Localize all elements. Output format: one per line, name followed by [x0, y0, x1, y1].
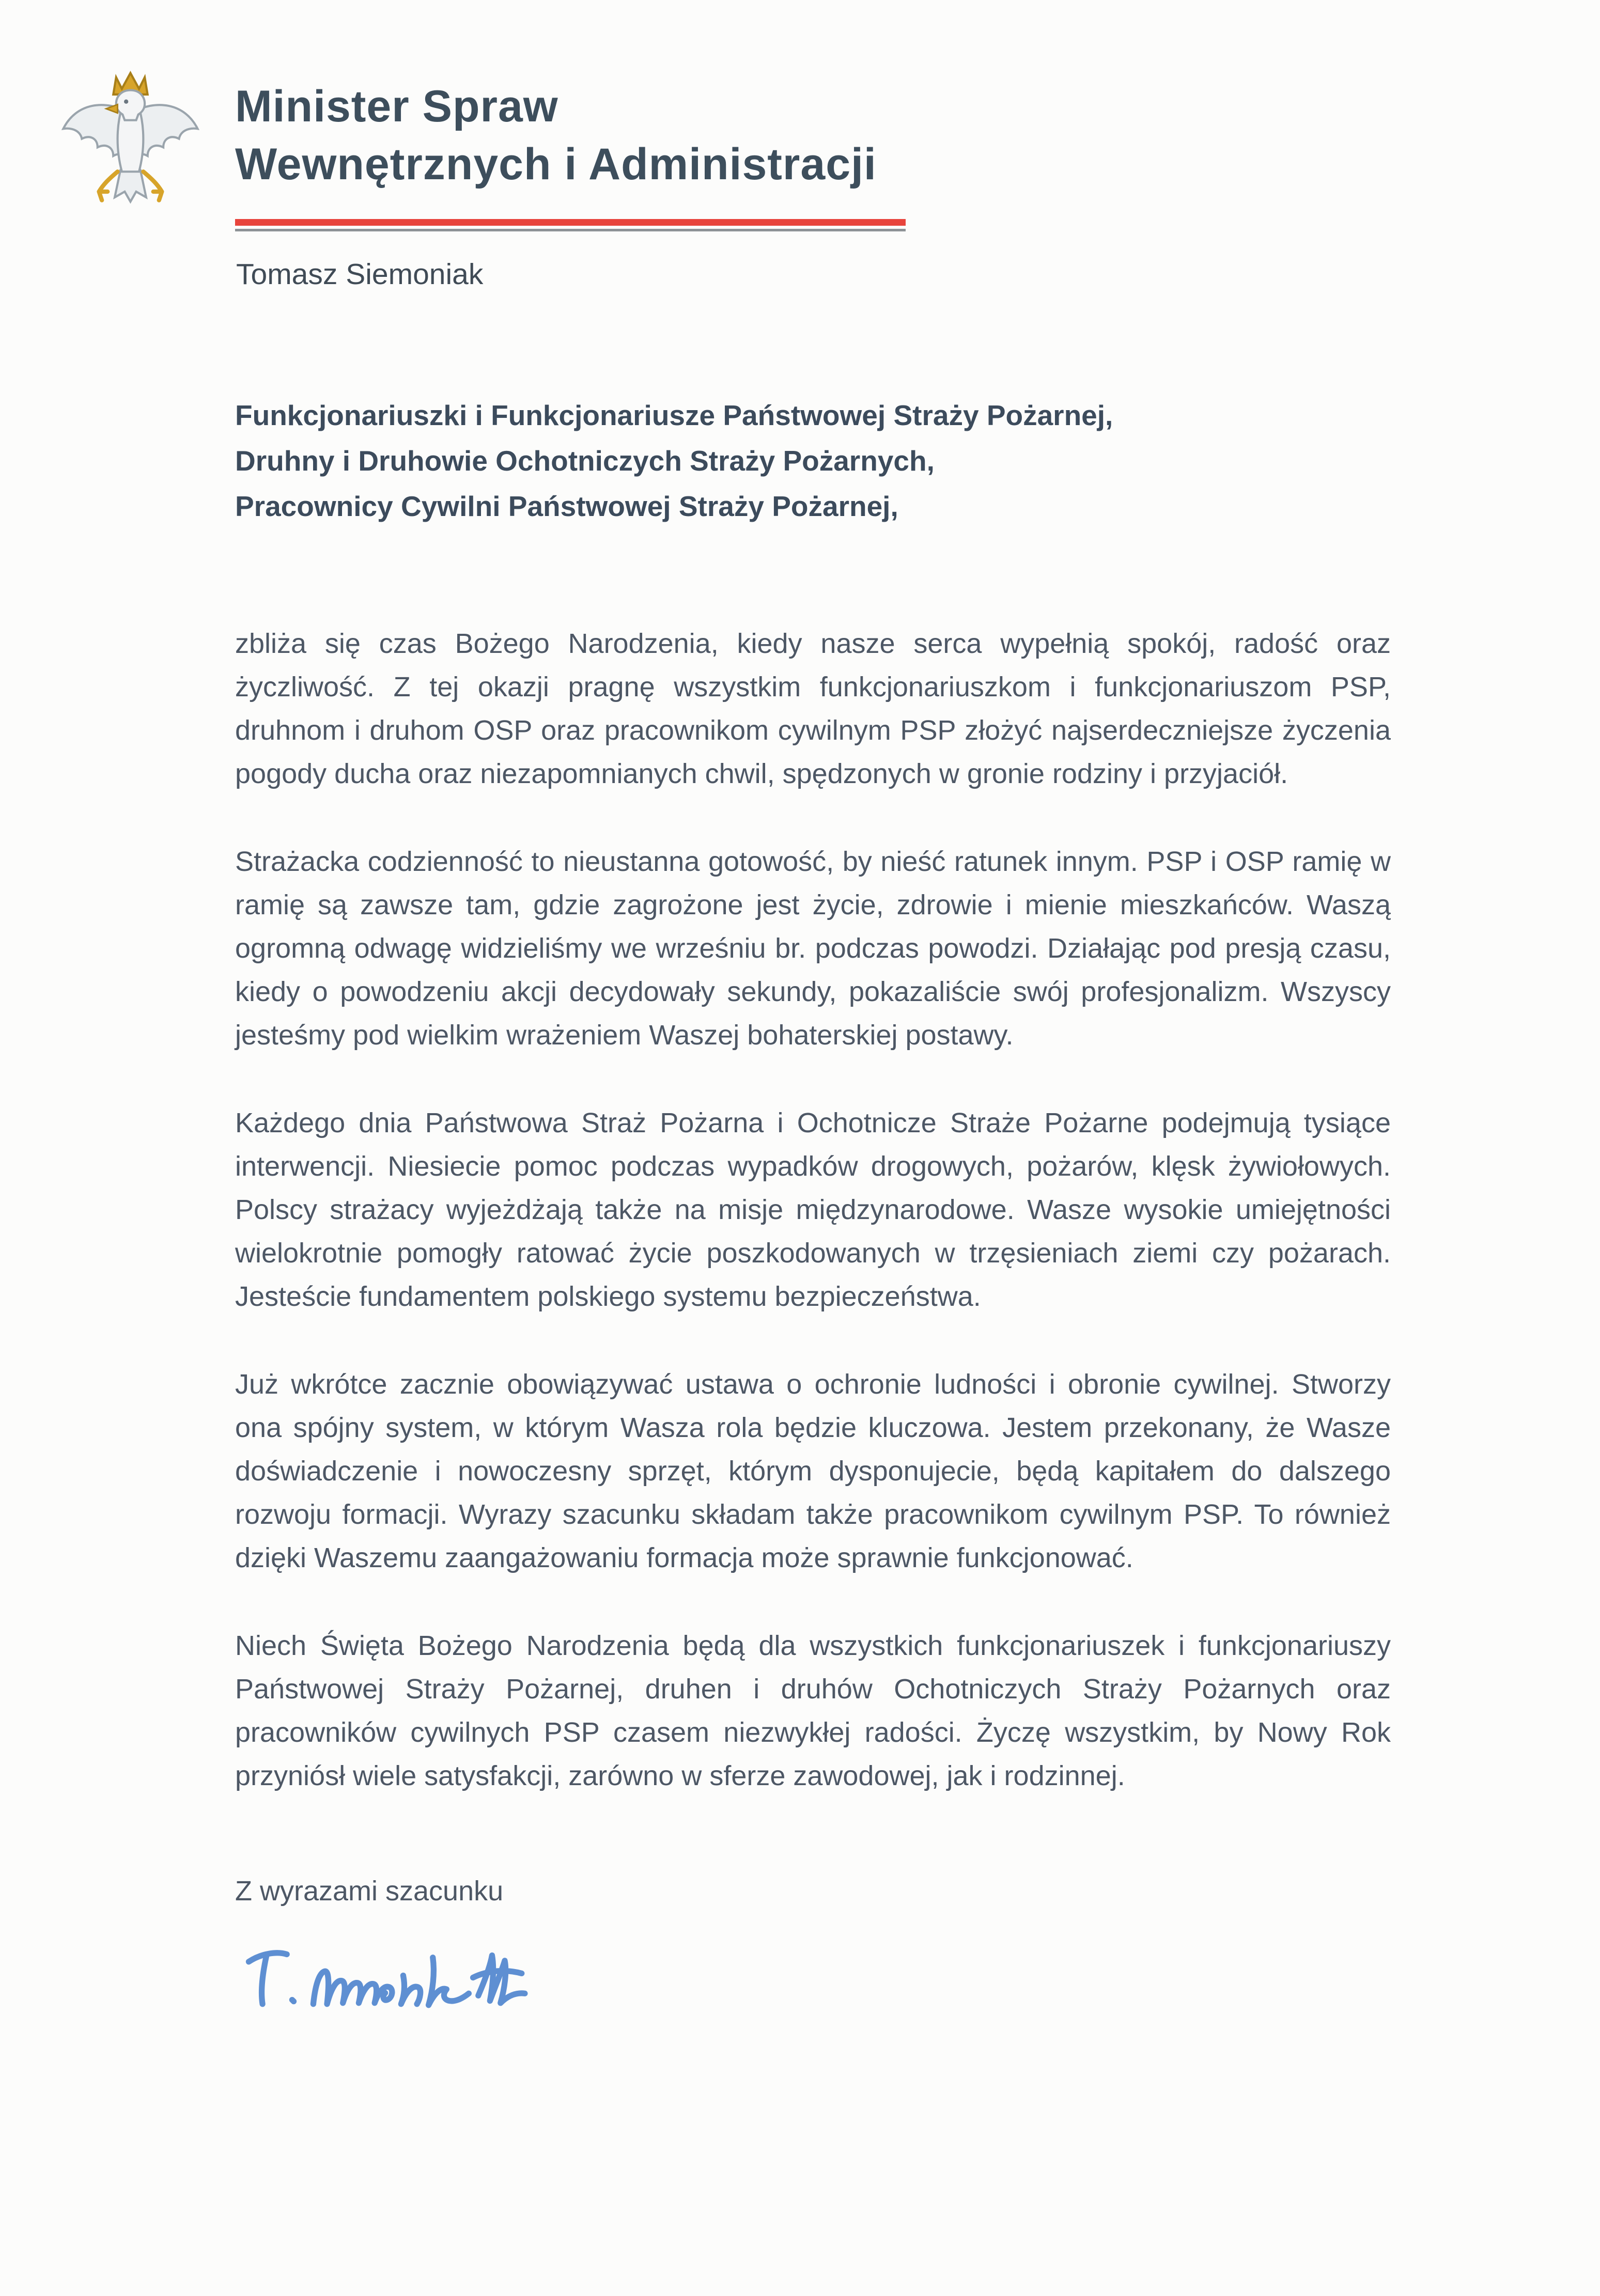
- letterhead-divider: [235, 219, 906, 231]
- handwritten-signature: [235, 1920, 597, 2032]
- ministry-title-line2: Wewnętrznych i Administracji: [235, 139, 877, 189]
- salutation-line: Druhny i Druhowie Ochotniczych Straży Pożarnych,: [235, 445, 935, 477]
- closing-line: Z wyrazami szacunku: [235, 1876, 504, 1907]
- ministry-title-line1: Minister Spraw: [235, 82, 558, 131]
- paragraph: zbliża się czas Bożego Narodzenia, kiedy nasze serca wypełnią spokój, radość oraz życzliwość. Z tej okazji pragnę wszystkim funkcjonariuszkom i funkcjonariuszom PSP, druhnom i druhom OSP oraz pracownikom cywilnym PSP złożyć najserdeczniejsze życzenia pogody ducha oraz niezapomnianych chwil, spędzonych w gronie rodziny i przyjaciół.: [235, 628, 1391, 789]
- divider-red-line: [235, 219, 906, 226]
- paragraph: Niech Święta Bożego Narodzenia będą dla wszystkich funkcjonariuszek i funkcjonariuszy Państwowej Straży Pożarnej, druhen i druhów Ochotniczych Straży Pożarnych oraz pracowników cywilnych PSP czasem niezwykłej radości. Życzę wszystkim, by Nowy Rok przyniósł wiele satysfakcji, zarówno w sferze zawodowej, jak i rodzinnej.: [235, 1630, 1391, 1791]
- polish-eagle-emblem-icon: [54, 63, 213, 235]
- sender-name: Tomasz Siemoniak: [236, 258, 484, 291]
- paragraph: Strażacka codzienność to nieustanna gotowość, by nieść ratunek innym. PSP i OSP ramię w ramię są zawsze tam, gdzie zagrożone jest życie, zdrowie i mienie mieszkańców. Waszą ogromną odwagę widzieliśmy we wrześniu br. podczas powodzi. Działając pod presją czasu, kiedy o powodzeniu akcji decydowały sekundy, pokazaliście swój profesjonalizm. Wszyscy jesteśmy pod wielkim wrażeniem Waszej bohaterskiej postawy.: [235, 846, 1391, 1051]
- ministry-title: [235, 77, 877, 193]
- divider-gray-line: [235, 229, 906, 231]
- paragraph: Już wkrótce zacznie obowiązywać ustawa o ochronie ludności i obronie cywilnej. Stworzy ona spójny system, w którym Wasza rola będzie kluczowa. Jestem przekonany, że Wasze doświadczenie i nowoczesny sprzęt, którym dysponujecie, będą kapitałem do dalszego rozwoju formacji. Wyrazy szacunku składam także pracownikom cywilnym PSP. To również dzięki Waszemu zaangażowaniu formacja może sprawnie funkcjonować.: [235, 1369, 1391, 1573]
- salutation-line: Funkcjonariuszki i Funkcjonariusze Państwowej Straży Pożarnej,: [235, 399, 1113, 431]
- paragraph: Każdego dnia Państwowa Straż Pożarna i Ochotnicze Straże Pożarne podejmują tysiące interwencji. Niesiecie pomoc podczas wypadków drogowych, pożarów, klęsk żywiołowych. Polscy strażacy wyjeżdżają także na misje międzynarodowe. Wasze wysokie umiejętności wielokrotnie pomogły ratować życie poszkodowanych w trzęsieniach ziemi czy pożarach. Jesteście fundamentem polskiego systemu bezpieczeństwa.: [235, 1107, 1391, 1312]
- letter-body: [235, 393, 1391, 2032]
- salutation: [235, 393, 1391, 529]
- salutation-line: Pracownicy Cywilni Państwowej Straży Pożarnej,: [235, 490, 898, 522]
